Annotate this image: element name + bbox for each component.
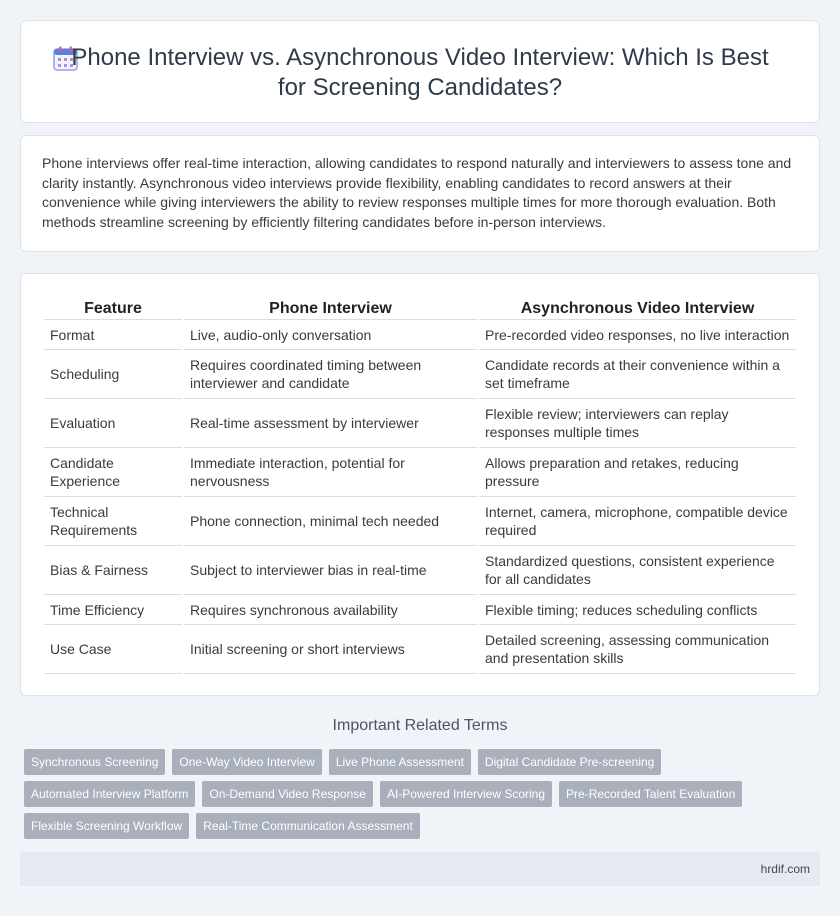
tag-link[interactable]: Flexible Screening Workflow [24,813,189,839]
tag-row [24,749,824,775]
tag-link[interactable]: On-Demand Video Response [202,781,373,807]
phone-cell: Requires coordinated timing between interviewer and candidate [184,350,477,399]
feature-cell: Format [44,320,182,350]
async-cell: Standardized questions, consistent experience for all candidates [479,546,796,595]
tag-link[interactable]: One-Way Video Interview [172,749,321,775]
tag-link[interactable]: AI-Powered Interview Scoring [380,781,552,807]
phone-cell: Phone connection, minimal tech needed [184,497,477,546]
async-cell: Internet, camera, microphone, compatible device required [479,497,796,546]
tag-row [24,813,824,839]
footer-site-link[interactable]: hrdif.com [760,862,810,876]
page-title: Phone Interview vs. Asynchronous Video Interview: Which Is Best for Screening Candidates? [71,44,769,101]
header-phone: Phone Interview [184,298,477,320]
phone-cell: Requires synchronous availability [184,595,477,625]
feature-cell: Evaluation [44,399,182,448]
feature-cell: Use Case [44,625,182,674]
async-cell: Flexible review; interviewers can replay responses multiple times [479,399,796,448]
related-terms-title: Important Related Terms [332,717,508,734]
feature-cell: Candidate Experience [44,448,182,497]
tag-link[interactable]: Synchronous Screening [24,749,165,775]
async-cell: Pre-recorded video responses, no live interaction [479,320,796,350]
tag-link[interactable]: Pre-Recorded Talent Evaluation [559,781,742,807]
tag-link[interactable]: Real-Time Communication Assessment [196,813,420,839]
table-row [44,546,796,595]
feature-cell: Bias & Fairness [44,546,182,595]
footer [20,852,820,886]
related-terms-tags [24,749,824,845]
feature-cell: Time Efficiency [44,595,182,625]
table-row [44,320,796,350]
tag-link[interactable]: Automated Interview Platform [24,781,195,807]
phone-cell: Immediate interaction, potential for nervousness [184,448,477,497]
comparison-table [42,298,798,674]
async-cell: Allows preparation and retakes, reducing pressure [479,448,796,497]
async-cell: Detailed screening, assessing communication and presentation skills [479,625,796,674]
table-row [44,595,796,625]
feature-cell: Scheduling [44,350,182,399]
intro-card [20,135,820,252]
table-row [44,448,796,497]
table-row [44,625,796,674]
header-async: Asynchronous Video Interview [479,298,796,320]
phone-cell: Real-time assessment by interviewer [184,399,477,448]
table-row [44,350,796,399]
phone-cell: Initial screening or short interviews [184,625,477,674]
table-header-row [44,298,796,320]
tag-link[interactable]: Digital Candidate Pre-screening [478,749,661,775]
intro-text: Phone interviews offer real-time interaction, allowing candidates to respond naturally and interviewers to assess tone and clarity instantly. Asynchronous video interviews provide flexibility, enabling candidates to record answers at their convenience while giving interviewers the ability to review responses multiple times for more thorough evaluation. Both methods streamline screening by efficiently filtering candidates before in-person interviews. [42,155,792,230]
phone-cell: Subject to interviewer bias in real-time [184,546,477,595]
table-row [44,399,796,448]
title-card [20,20,820,123]
async-cell: Candidate records at their convenience within a set timeframe [479,350,796,399]
async-cell: Flexible timing; reduces scheduling conflicts [479,595,796,625]
header-feature: Feature [44,298,182,320]
table-row [44,497,796,546]
feature-cell: Technical Requirements [44,497,182,546]
tag-link[interactable]: Live Phone Assessment [329,749,471,775]
tag-row [24,781,824,807]
comparison-card [20,273,820,696]
phone-cell: Live, audio-only conversation [184,320,477,350]
